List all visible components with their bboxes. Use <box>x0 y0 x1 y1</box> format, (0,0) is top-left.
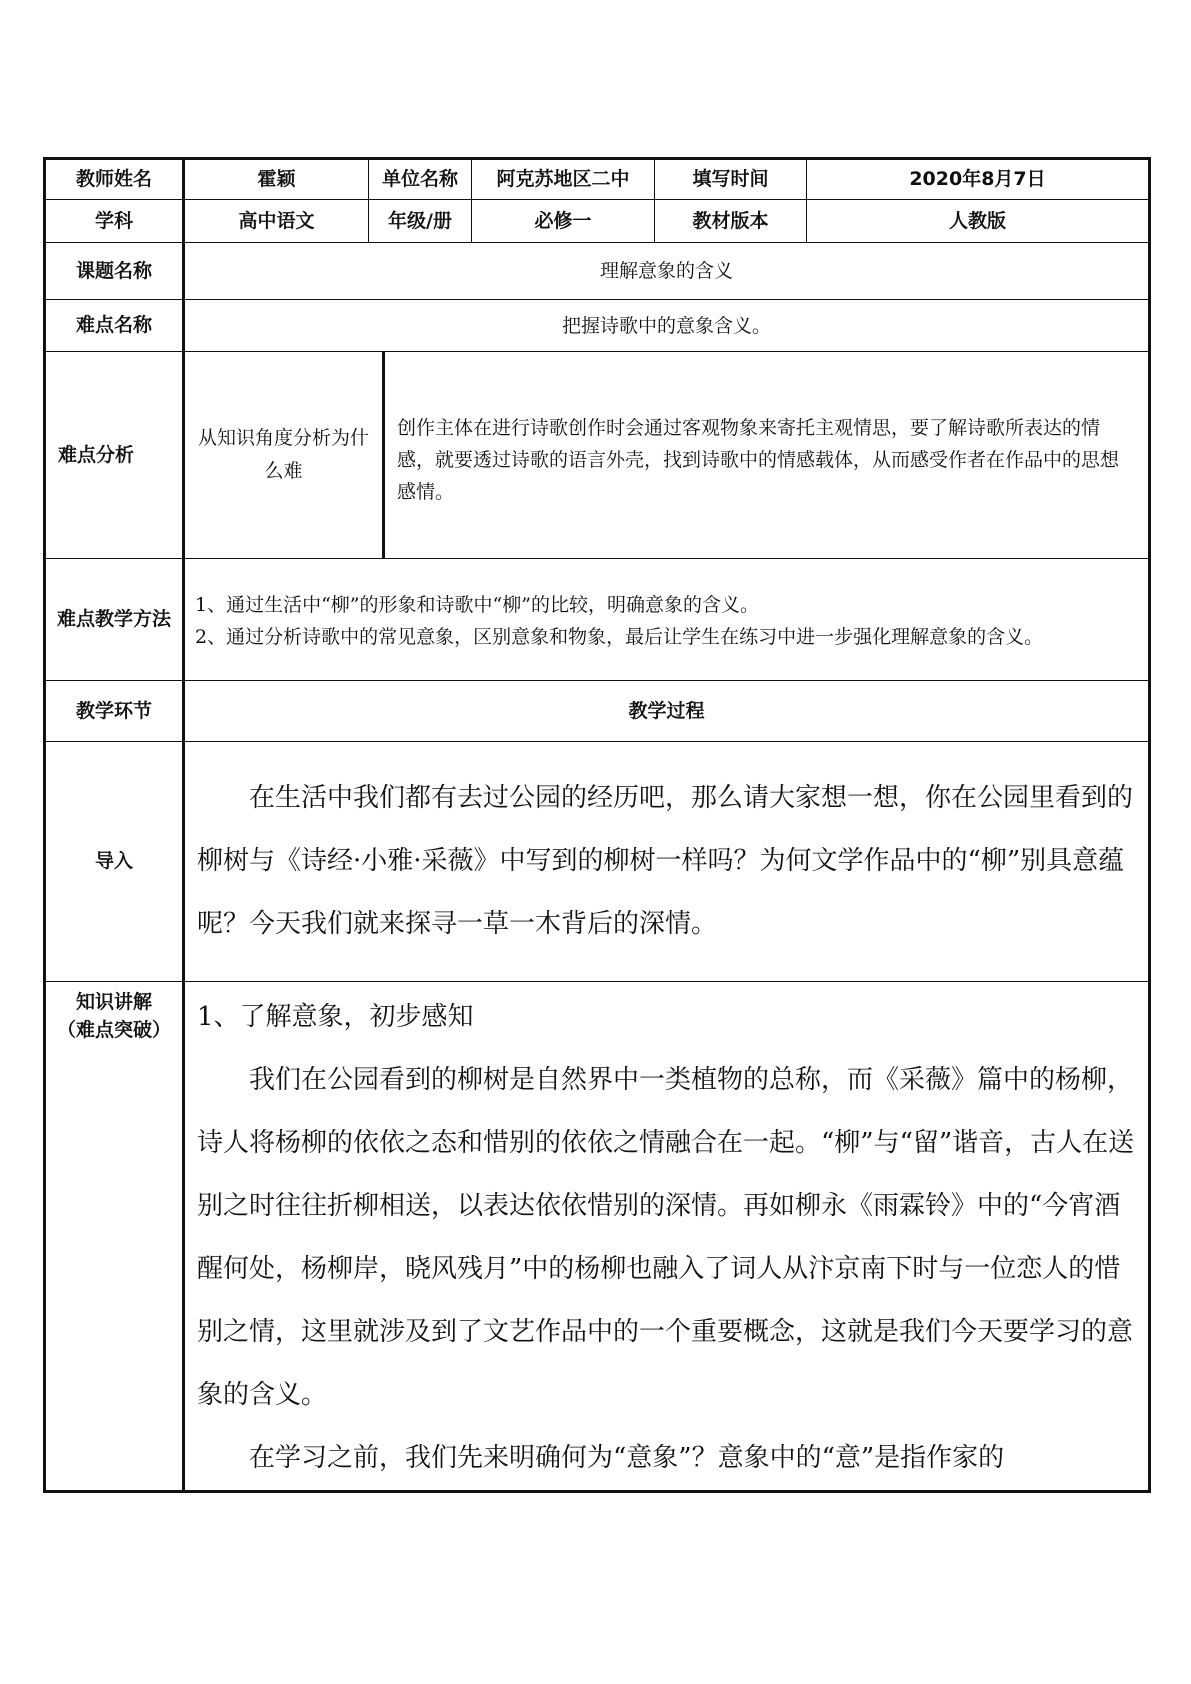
topic-label: 课题名称 <box>75 259 152 282</box>
knowledge-heading: 1、了解意象，初步感知 <box>197 1002 474 1032</box>
grade-cell <box>472 200 655 243</box>
method-label: 难点教学方法 <box>56 608 171 631</box>
lesson-plan-table <box>43 157 1151 1493</box>
knowledge-row <box>45 982 1150 1492</box>
analysis-row <box>45 352 1150 559</box>
topic-label-cell <box>45 243 184 300</box>
grade-label: 年级/册 <box>388 209 452 232</box>
method-label-cell <box>45 559 184 681</box>
difficulty-label: 难点名称 <box>75 314 152 337</box>
unit-cell <box>472 159 655 200</box>
method-row <box>45 559 1150 681</box>
subject-label: 学科 <box>94 209 133 232</box>
intro-text: 在生活中我们都有去过公园的经历吧，那么请大家想一想，你在公园里看到的柳树与《诗经·小雅·采薇》中写到的柳树一样吗？为何文学作品中的“柳”别具意蕴呢？今天我们就来探寻一草一木背后的深情。 <box>197 783 1134 939</box>
process-value-cell <box>184 681 1150 742</box>
analysis-content-cell <box>184 352 1150 559</box>
teacher-name-cell <box>184 159 369 200</box>
analysis-content: 创作主体在进行诗歌创作时会通过客观物象来寄托主观情思，要了解诗歌所表达的情感，就要透过诗歌的语言外壳，找到诗歌中的情感载体，从而感受作者在作品中的思想感情。 <box>397 417 1120 503</box>
method-item-1: 1、通过生活中“柳”的形象和诗歌中“柳”的比较，明确意象的含义。 <box>195 593 759 616</box>
textbook-cell <box>807 200 1150 243</box>
intro-content-cell <box>184 742 1150 982</box>
topic-value: 理解意象的含义 <box>599 260 733 282</box>
fill-time-value: 2020年8月7日 <box>909 168 1046 191</box>
grade-label-cell <box>369 200 472 243</box>
difficulty-value-cell <box>184 300 1150 352</box>
process-header-row <box>45 681 1150 742</box>
unit-value: 阿克苏地区二中 <box>496 168 630 191</box>
method-content-cell <box>184 559 1150 681</box>
knowledge-label-cell <box>45 982 184 1492</box>
unit-label: 单位名称 <box>381 168 458 191</box>
teacher-name-label-cell <box>45 159 184 200</box>
knowledge-content-cell <box>184 982 1150 1492</box>
textbook-label-cell <box>655 200 807 243</box>
subject-cell <box>184 200 369 243</box>
knowledge-label-line2: （难点突破） <box>56 1019 171 1041</box>
method-item-2: 2、通过分析诗歌中的常见意象，区别意象和物象，最后让学生在练习中进一步强化理解意象的含义。 <box>195 625 1044 648</box>
header-row-2 <box>45 200 1150 243</box>
topic-value-cell <box>184 243 1150 300</box>
analysis-sub-label: 从知识角度分析为什么难 <box>185 352 385 558</box>
knowledge-label-line1: 知识讲解 <box>75 991 152 1013</box>
intro-label-cell <box>45 742 184 982</box>
process-value: 教学过程 <box>628 699 705 722</box>
intro-label: 导入 <box>94 850 133 873</box>
textbook-value: 人教版 <box>948 209 1006 232</box>
intro-row <box>45 742 1150 982</box>
subject-label-cell <box>45 200 184 243</box>
teacher-name-label: 教师姓名 <box>75 168 152 191</box>
teacher-name: 霍颖 <box>257 168 296 191</box>
analysis-label: 难点分析 <box>58 443 135 466</box>
difficulty-value: 把握诗歌中的意象含义。 <box>561 314 771 337</box>
analysis-label-cell <box>45 352 184 559</box>
fill-time-label: 填写时间 <box>692 168 769 191</box>
grade-value: 必修一 <box>534 209 592 232</box>
subject-value: 高中语文 <box>238 209 315 232</box>
fill-time-label-cell <box>655 159 807 200</box>
difficulty-row <box>45 300 1150 352</box>
process-label: 教学环节 <box>75 699 152 722</box>
knowledge-paragraph-1: 我们在公园看到的柳树是自然界中一类植物的总称，而《采薇》篇中的杨柳，诗人将杨柳的依依之态和惜别的依依之情融合在一起。“柳”与“留”谐音，古人在送别之时往往折柳相送，以表达依依惜别的深情。再如柳永《雨霖铃》中的“今宵酒醒何处，杨柳岸，晓风残月”中的杨柳也融入了词人从汴京南下时与一位恋人的惜别之情，这里就涉及到了文艺作品中的一个重要概念，这就是我们今天要学习的意象的含义。 <box>197 1065 1135 1410</box>
process-label-cell <box>45 681 184 742</box>
fill-time-cell <box>807 159 1150 200</box>
knowledge-paragraph-2: 在学习之前，我们先来明确何为“意象”？意象中的“意”是指作家的 <box>249 1443 1005 1473</box>
unit-label-cell <box>369 159 472 200</box>
topic-row <box>45 243 1150 300</box>
header-row-1 <box>45 159 1150 200</box>
textbook-label: 教材版本 <box>692 209 769 232</box>
difficulty-label-cell <box>45 300 184 352</box>
